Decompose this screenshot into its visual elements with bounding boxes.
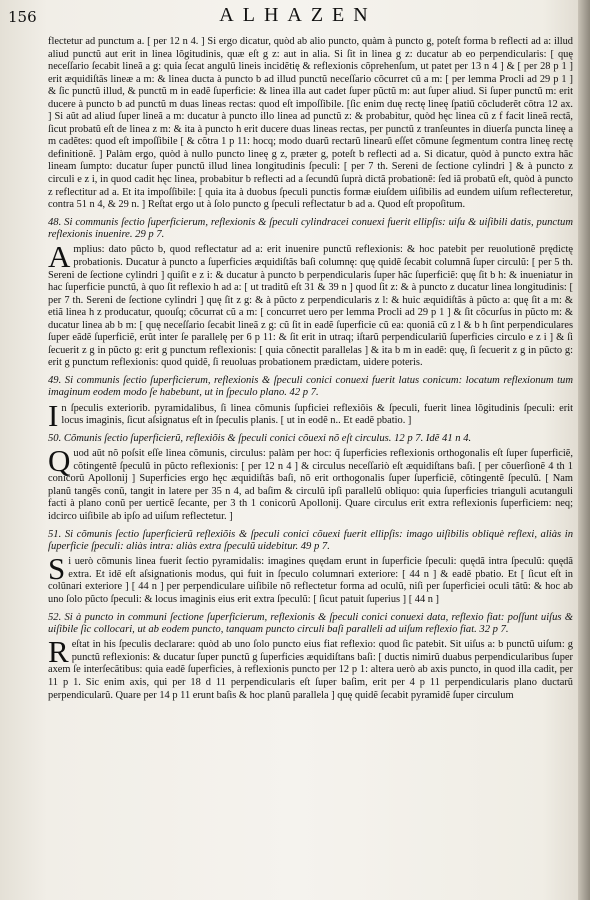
page-edge <box>578 0 590 900</box>
paragraph-text: mplius: dato pũcto b, quod reflectatur ad a: erit inuenire punctũ reflexionis: & hoc patebit per reuolutionẽ prędictę probationis. Ducatur à puncto a ſuperficies æquidiſtãs baſi columnę: quę quidẽ ſecabit columnã ſuper circulũ: [ per 5 th. Sereni de ſectione cylindri ] quiſit e z i: & ducatur à puncto b perpendicularis ſuper hãc ſuperficiẽ: quę ſit b h: & inueniatur in hac ſuperficie punctũ, à quo ſit reflexio h ad a: [ ut traditũ eſt 31 & 39 n ] quod ſit z: & à puncto z ducatur linea longitudinis: [ per 7 th. Sereni de ſectione cylindri ] quę ſit z g: & à pũcto z perpendicularis z l: & huic æquidiſtãs à pũcto a: quę ſit a m: & etiã linea h z producatur, quouſq; cõcurrat cũ a m: [ concurret uero per lemma Procli ad 29 p 1 ] & ſit cõcurſus in pũcto m: & ducatur linea ab b m: [ quę neceſſario ſecabit lineã z g: cũ ſit in eadẽ ſuperficie cũ ea: quoniã cũ z l & b h ſint perpendiculares ſuper eãdẽ ſuperficiẽ, erũt inter ſe parallelę per 6 p 11: & ſit erit in utraq; iſtarũ perpendiculariũ ſuperficies circulo e z i ] & ſi ſecuerit z g in pũcto g: erit g punctum reflexionis: [ quia cõnectit parallelas ] & ita b m in eadẽ: quę, ſi ſecuerit z g in pũcto g: erit g punctum reflexionis: quod quidẽ, ſi reuoluas probationem prædictam, uidere poteris. <box>48 244 573 369</box>
paragraph-text: flectetur ad punctum a. [ per 12 n 4. ] Si ergo dicatur, quòd ab alio puncto, quàm à puncto g, poteſt forma b reflecti ad a: illud aliud punctũ aut erit in linea lõgitudinis, quæ eſt g z: aut in alia. Si ſit in linea g z: ducatur ab eo perpendicularis: [ quę neceſſario ſecabit lineã a g: quia ſecat angulũ lineis incidẽtię & reflexionis cõprehenſum, ut patet per 13 n 4 ] & [ per 28 p 1 ] erit æquidiſtãs lineæ a m: & linea ducta à puncto b ad illud punctũ neceſſario cõcurret cũ a m: [ per lemma Procli ad 29 p 1 ] & ſic punctũ illud, & punctũ m in eadẽ ſuperficie: & linea illa aut cadet ſuper pũctũ m: aut ſuper aliud. Si ſuper punctũ m: erit ducere à puncto b ad punctũ m duas lineas rectas: quod eſt impoſſibile. [ſic enim duę rectę lineę ſpatiũ cõcluderẽt cõtra 12 ax. ] Si aũt ad aliud ſuper lineã a m: ducatur à puncto illo linea ad punctũ z: & probabitur, quòd hęc linea cũ z f facit lineã rectã, ſicut probatũ eſt de linea z m: & ita à puncto h erit ducere duas lineas rectas, per punctũ z tranſeuntes in diuerſa puncta lineę a m cadẽtes: quod eſt impoſſibile [ & cõtra 1 p 11: hocq; modo duarũ rectarũ linearũ eſſet cõmune ſegmentum contra lineę rectę definitionẽ. ] Palàm ergo, quòd à nullo puncto lineę g z, præter g, poteſt b reflecti ad a. Si dicatur, quòd à puncto extra hãc lineam ſumpto: ducatur ſuper punctũ illud linea longitudinis ſpeculi: [ per 7 th. Sereni de ſectione cylindri ] & à puncto z circuli e z i, in quod cadit hęc linea, probabitur b reflecti ad a ſecundũ ſuprà dictã probationẽ: ſed iã probatũ eſt, quòd à puncto z reflectitur ad a. Et ita impoſſibile: [ quia ita à duobus ſpeculi punctis formæ eiuſdem uiſibilis ad eundem uiſum reflecteretur, contra 51 n 4, & 29 n. ] Reſtat ergo ut à ſolo puncto g ſpeculi reflectatur b ad a. Quod eſt propoſitum. <box>48 36 573 211</box>
body-paragraph <box>48 36 573 212</box>
heading-text: 52. Si à puncto in communi ſectione ſuperficierum, reflexionis & ſpeculi conici conuexi data, reflexio fiat: poſſunt uiſus & uiſibile ſic collocari, ut ab eodem puncto, tanquam puncto circuli baſi paralleli ad uiſum reflexio fiat. 32 p 7. <box>48 611 573 635</box>
paragraph-text: uod aũt nõ poſsit eſſe linea cõmunis, circulus: palàm per hoc: q̃ ſuperficies reflexionis orthogonalis eſt ſuper ſuperficiẽ, cõtingentẽ ſpeculũ in pũcto reflexionis: [ per 12 n 4 ] & circulus neceſſariò eſt æquidiſtans baſi. [ per cõuerſionẽ 4 th 1 conicorũ Apollonij ] Superficies ergo hęc æquidiſtãs baſi, nõ erit orthogonalis ſuper ſuperficiẽ, cõtingentẽ ſpeculũ. [ Nam planũ tangẽs conũ, tangit in latere per 35 n 4, ad baſim & circulũ ipſi parallelũ obliquo: quia ſuperficies trianguli acutanguli facti à plano conũ per uerticẽ ſecante, per 3 th 1 conicorũ Apollonij. Quare circulus erit extra reflexionis ſuperficiem: neq; idcirco uiſibile ab ipſo ad uiſum reflectetur. ] <box>48 448 573 522</box>
proposition-heading <box>48 433 573 445</box>
heading-text: 49. Si communis ſectio ſuperficierum, reflexionis & ſpeculi conici conuexi fuerit latus conicum: locatum reflexionum tum imaginum eodem modo ſe habebunt, ut in ſpeculo plano. 42 p 7. <box>48 374 573 399</box>
heading-text: 51. Si cõmunis ſectio ſuperficierũ reflexiõis & ſpeculi conici cõuexi fuerit ellipſis: imago uiſibilis obliquè reflexi, aliàs in ſuperficie ſpeculi: aliàs intra: aliàs extra ſpeculũ uidebitur. 49 p 7. <box>48 528 573 552</box>
drop-cap-initial: A <box>48 239 71 275</box>
book-title: ALHAZEN <box>219 4 377 26</box>
proposition-heading <box>48 612 573 637</box>
heading-text: 48. Si communis ſectio ſuperficierum, reflexionis & ſpeculi cylindracei conuexi fuerit ellipſis: uiſu & uiſibili datis, punctum reflexionis inuenire. 29 p 7. <box>48 216 573 241</box>
paragraph-text: eſtat in his ſpeculis declarare: quòd ab uno ſolo puncto eius fiat reflexio: quod ſic patebit. Sit uiſus a: b punctũ uiſum: g punctũ reflexionis: & ducatur ſuper punctũ g ſuperficies æquidiſtans baſi: [ ductis nimirũ duabus perpendicularibus ſuper axem ſe interſecãtibus: quia eadẽ ſuperficies, à reflexionis puncto per 12 p 1: altera uerò ab axis puncto, in quod illa cadit, per 11 p 1. Sic enim axis, qui per 18 d 11 perpendicularis eſt ſuper baſim, erit per 4 p 11 perpendicularis plano ductarũ perpendicularũ. Quare per 14 p 11 erunt baſis & hoc planũ parallela ] quę quidẽ ſecabit pyramidẽ ſuper circulum <box>48 639 573 701</box>
body-paragraph <box>48 397 573 433</box>
proposition-heading <box>48 217 573 242</box>
heading-text: 50. Cõmunis ſectio ſuperficierũ, reflexiõis & ſpeculi conici cõuexi nõ eſt circulus. 12 p 7. Idẽ 41 n 4. <box>48 432 472 444</box>
drop-cap-initial: I <box>48 397 59 433</box>
drop-cap-initial: R <box>48 634 69 670</box>
running-head <box>8 4 574 32</box>
drop-cap-initial: Q <box>48 443 71 479</box>
page-text <box>48 36 573 702</box>
body-paragraph <box>48 443 573 523</box>
page-number: 156 <box>8 8 37 26</box>
proposition-heading <box>48 375 573 400</box>
paragraph-text: n ſpeculis exteriorib. pyramidalibus, ſi linea cõmunis ſupficiei reflexiõis & ſpeculi, fuerit linea lõgitudinis ſpeculi: erit locus imaginis, ſicut aſsignatus eſt in ſpeculis planis. [ ut in eodẽ n.. Et eadẽ pbatio. ] <box>61 402 573 427</box>
body-paragraph <box>48 634 573 702</box>
body-paragraph <box>48 239 573 369</box>
paragraph-text: i uerò cõmunis linea fuerit ſectio pyramidalis: imagines quędam erunt in ſuperficie ſpeculi: quędã intra ſpeculũ: quędã extra. Et idẽ eſt aſsignationis modus, qui fuit in ſpeculo columnari exteriore: [ 44 n ] & eadẽ pbatio. Et [ ſicut eſt in colũnari exteriore ] [ 44 n ] per perpendiculare uiſibile nõ reflectetur forma ad oculũ, niſi per ſuperficiei oculi tãtũ: & hoc ab uno ſolo pũcto ſpeculi: & locus imaginis eius erit extra ſpeculũ: [ ſicut patuit ſuperius ] [ 44 n ] <box>48 556 573 605</box>
drop-cap-initial: S <box>48 551 66 587</box>
body-paragraph <box>48 551 573 606</box>
proposition-heading <box>48 529 573 554</box>
